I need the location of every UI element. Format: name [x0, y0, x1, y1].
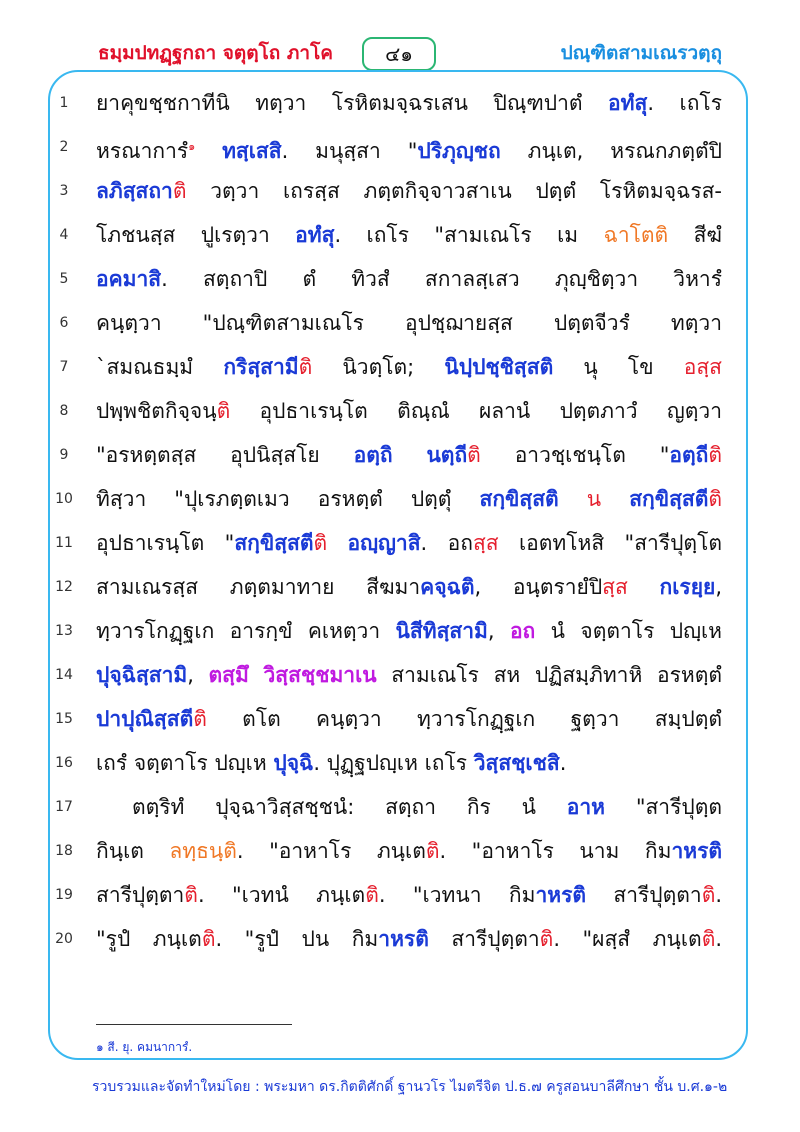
- text-segment: หรณาการํ: [96, 139, 189, 163]
- text-segment: ติ: [708, 487, 722, 511]
- text-segment: ,: [487, 619, 510, 643]
- text-segment: นิวตฺโต;: [312, 355, 445, 379]
- text-segment: ติ: [193, 707, 207, 731]
- text-segment: ลภิสฺสถา: [96, 179, 173, 203]
- text-segment: [601, 487, 629, 511]
- text-segment: ลทฺธนฺติ: [169, 839, 237, 863]
- text-segment: สกฺขิสฺสตี: [234, 531, 314, 555]
- text-line: [96, 347, 722, 387]
- line-number: 5: [59, 271, 69, 287]
- text-segment: [249, 663, 264, 687]
- line-number: 14: [55, 667, 73, 683]
- text-segment: ติ: [201, 927, 216, 951]
- text-segment: ยาคุขชฺชกาทีนิ ทตฺวา โรหิตมจฺฉรเสน ปิณฺฑปาตํ: [96, 91, 609, 115]
- text-segment: ตตฺริทํ ปุจฺฉาวิสฺสชฺชนํ: สตฺถา กิร นํ: [132, 795, 567, 819]
- line-number: 18: [55, 843, 73, 859]
- text-segment: สฺส: [602, 575, 628, 599]
- text-segment: [195, 139, 222, 163]
- text-segment: ติ: [298, 355, 313, 379]
- text-segment: สารีปุตฺตา: [586, 883, 702, 907]
- text-segment: าหรติ: [378, 927, 429, 951]
- text-segment: วตฺวา เถรสฺส ภตฺตกิจฺจาวสาเน ปตฺตํ โรหิตมจฺฉรส-: [186, 179, 722, 203]
- text-segment: อาวชฺเชนฺโต ": [480, 443, 670, 467]
- text-line: [96, 831, 722, 871]
- text-segment: "รูปํ ภนฺเต: [96, 927, 202, 951]
- text-segment: สกฺขิสฺสตี: [629, 487, 709, 511]
- text-segment: อทํสุ: [608, 91, 648, 115]
- text-segment: ,: [187, 663, 209, 687]
- line-number: 12: [55, 579, 73, 595]
- text-segment: . อถ: [420, 531, 473, 555]
- footnote-marker: ๑: [188, 140, 196, 153]
- text-line: [96, 259, 722, 299]
- text-segment: ติ: [425, 839, 440, 863]
- text-segment: อตฺถิ: [353, 443, 393, 467]
- text-segment: ติ: [172, 179, 187, 203]
- text-line: [96, 479, 722, 519]
- text-segment: น: [586, 487, 602, 511]
- text-segment: อถ: [509, 619, 536, 643]
- footnote: ๑ สี. ยุ. คมนาการํ.: [96, 1040, 193, 1054]
- text-segment: ฉาโตติ: [603, 223, 669, 247]
- text-segment: คนฺตฺวา "ปณฺฑิตสามเณโร อุปชฺฌายสฺส ปตฺตจีวรํ ทตฺวา: [96, 311, 722, 335]
- text-segment: ติ: [701, 883, 716, 907]
- text-segment: ติ: [216, 399, 231, 423]
- text-segment: สามเณโร สห ปฏิสมฺภิทาหิ อรหตฺตํ: [376, 663, 722, 687]
- text-segment: .: [559, 751, 567, 775]
- line-number: 16: [55, 755, 73, 771]
- text-line: [96, 523, 722, 563]
- book-title: ธมฺมปทฏฺฐกถา จตุตฺโถ ภาโค: [98, 42, 334, 64]
- text-segment: ปริภุญฺชถ: [417, 139, 501, 163]
- text-segment: . "อาหาโร นาม กิม: [439, 839, 672, 863]
- text-line: [96, 215, 722, 255]
- text-segment: นุ โข: [553, 355, 684, 379]
- line-number: 13: [55, 623, 73, 639]
- text-segment: ติ: [701, 927, 716, 951]
- text-segment: . เถโร "สามเณโร เม: [334, 223, 604, 247]
- text-segment: าหรติ: [671, 839, 723, 863]
- line-number: 20: [55, 931, 73, 947]
- text-segment: "สารีปุตฺต: [605, 795, 722, 819]
- text-segment: ปาปุณิสฺสตี: [96, 707, 194, 731]
- text-segment: อคมาสิ: [96, 267, 162, 291]
- text-segment: ติ: [708, 443, 722, 467]
- text-line: [96, 611, 722, 651]
- text-segment: . มนุสฺสา ": [281, 139, 418, 163]
- page-number: ๔๑: [362, 37, 436, 71]
- text-segment: . "เวทนา กิม: [378, 883, 536, 907]
- text-segment: อาห: [566, 795, 606, 819]
- text-segment: ติ: [467, 443, 481, 467]
- text-segment: นิปฺปชฺชิสฺสติ: [444, 355, 554, 379]
- text-segment: . "ผสฺสํ ภนฺเต: [553, 927, 702, 951]
- text-segment: . "รูปํ ปน กิม: [215, 927, 379, 951]
- text-segment: อุปธาเรนฺโต ": [96, 531, 235, 555]
- text-segment: สามเณรสฺส ภตฺตมาทาย สีฆมา: [96, 575, 421, 599]
- text-segment: [559, 487, 587, 511]
- text-segment: ตโต คนฺตฺวา ทฺวารโกฏฺฐเก ฐตฺวา สมฺปตฺตํ: [206, 707, 722, 731]
- line-number: 2: [59, 139, 69, 155]
- text-segment: . ปุฏฺฐปญฺเห เถโร: [313, 751, 474, 775]
- line-number: 9: [59, 447, 69, 463]
- text-segment: `สมณธมฺมํ: [96, 355, 224, 379]
- line-number: 1: [59, 95, 69, 111]
- text-segment: นิสีทิสฺสามิ: [395, 619, 488, 643]
- text-line: [96, 127, 722, 167]
- text-segment: นตฺถี: [426, 443, 468, 467]
- text-line: [96, 567, 722, 607]
- text-segment: , อนฺตรายํปิ: [474, 575, 603, 599]
- text-segment: ,: [715, 575, 722, 599]
- text-segment: อญฺญาสิ: [347, 531, 421, 555]
- line-number: 10: [55, 491, 73, 507]
- text-segment: .: [715, 883, 723, 907]
- text-line: [96, 171, 722, 211]
- line-number: 3: [59, 183, 69, 199]
- text-segment: .: [715, 927, 723, 951]
- text-line: [96, 699, 722, 739]
- text-segment: ติ: [365, 883, 379, 907]
- text-segment: ติ: [313, 531, 328, 555]
- text-line: [96, 655, 722, 695]
- text-segment: สฺส: [472, 531, 499, 555]
- line-number: 17: [55, 799, 73, 815]
- text-segment: "อรหตฺตสฺส อุปนิสฺสโย: [96, 443, 354, 467]
- line-number: 19: [55, 887, 73, 903]
- text-segment: ปุจฺฉิสฺสามิ: [96, 663, 188, 687]
- section-title: ปณฺฑิตสามเณรวตฺถุ: [560, 42, 722, 64]
- line-number: 8: [59, 403, 69, 419]
- text-segment: . สตฺถาปิ ตํ ทิวสํ สกาลสฺเสว ภุญฺชิตฺวา วิหารํ: [161, 267, 722, 291]
- line-number: 7: [59, 359, 69, 375]
- text-segment: วิสฺสชฺชมาเน: [263, 663, 377, 687]
- text-segment: ปุจฺฉิ: [273, 751, 314, 775]
- text-segment: อตฺถี: [669, 443, 709, 467]
- text-segment: [327, 531, 347, 555]
- text-segment: กเรยฺย: [659, 575, 716, 599]
- text-segment: โภชนสฺส ปูเรตฺวา: [96, 223, 296, 247]
- line-number: 15: [55, 711, 73, 727]
- text-segment: [628, 575, 660, 599]
- text-line: [96, 787, 722, 827]
- text-segment: ตสฺมึ: [208, 663, 249, 687]
- text-segment: อสฺส: [683, 355, 722, 379]
- text-segment: อุปธาเรนฺโต ติณฺณํ ผลานํ ปตฺตภาวํ ญตฺวา: [230, 399, 722, 423]
- text-segment: าหรติ: [535, 883, 587, 907]
- text-segment: สารีปุตฺตา: [96, 883, 185, 907]
- text-line: [96, 743, 722, 783]
- text-segment: สกฺขิสฺสติ: [479, 487, 559, 511]
- text-segment: . เถโร: [647, 91, 722, 115]
- text-segment: สีฆํ: [668, 223, 722, 247]
- text-segment: ปพฺพชิตกิจฺจนฺ: [96, 399, 217, 423]
- text-segment: ติ: [184, 883, 198, 907]
- line-number: 4: [59, 227, 69, 243]
- text-segment: เถรํ จตฺตาโร ปญฺเห: [96, 751, 274, 775]
- text-segment: เอตทโหสิ "สารีปุตฺโต: [498, 531, 722, 555]
- text-line: [96, 875, 722, 915]
- text-segment: ทฺวารโกฏฺฐเก อารกฺขํ คเหตฺวา: [96, 619, 396, 643]
- text-line: [96, 435, 722, 475]
- text-segment: ทิสฺวา "ปุเรภตฺตเมว อรหตฺตํ ปตฺตุํ: [96, 487, 480, 511]
- text-segment: อทํสุ: [295, 223, 335, 247]
- text-segment: วิสฺสชฺเชสิ: [473, 751, 560, 775]
- text-segment: กินฺเต: [96, 839, 170, 863]
- page-footer: รวบรวมและจัดทำใหม่โดย : พระมหา ดร.กิตติศักดิ์ ฐานวโร ไมตรีจิต ป.ธ.๗ ครูสอนบาลีศึกษา ชั้น บ.ศ.๑-๒: [92, 1079, 728, 1095]
- text-segment: คจฺฉติ: [420, 575, 475, 599]
- text-line: [96, 83, 722, 123]
- text-segment: . "อาหาโร ภนฺเต: [236, 839, 426, 863]
- text-segment: [393, 443, 427, 467]
- text-line: [96, 303, 722, 343]
- text-line: [96, 391, 722, 431]
- text-segment: กริสฺสามี: [223, 355, 299, 379]
- text-segment: ภนฺเต, หรณกภตฺตํปิ: [500, 139, 722, 163]
- line-number: 11: [55, 535, 73, 551]
- text-segment: สารีปุตฺตา: [428, 927, 540, 951]
- text-segment: . "เวทนํ ภนฺเต: [197, 883, 366, 907]
- text-line: [96, 919, 722, 959]
- text-segment: ติ: [539, 927, 554, 951]
- text-segment: นํ จตฺตาโร ปญฺเห: [535, 619, 723, 643]
- line-number: 6: [59, 315, 69, 331]
- footnote-divider: [96, 1024, 292, 1025]
- text-segment: ทสฺเสสิ: [222, 139, 282, 163]
